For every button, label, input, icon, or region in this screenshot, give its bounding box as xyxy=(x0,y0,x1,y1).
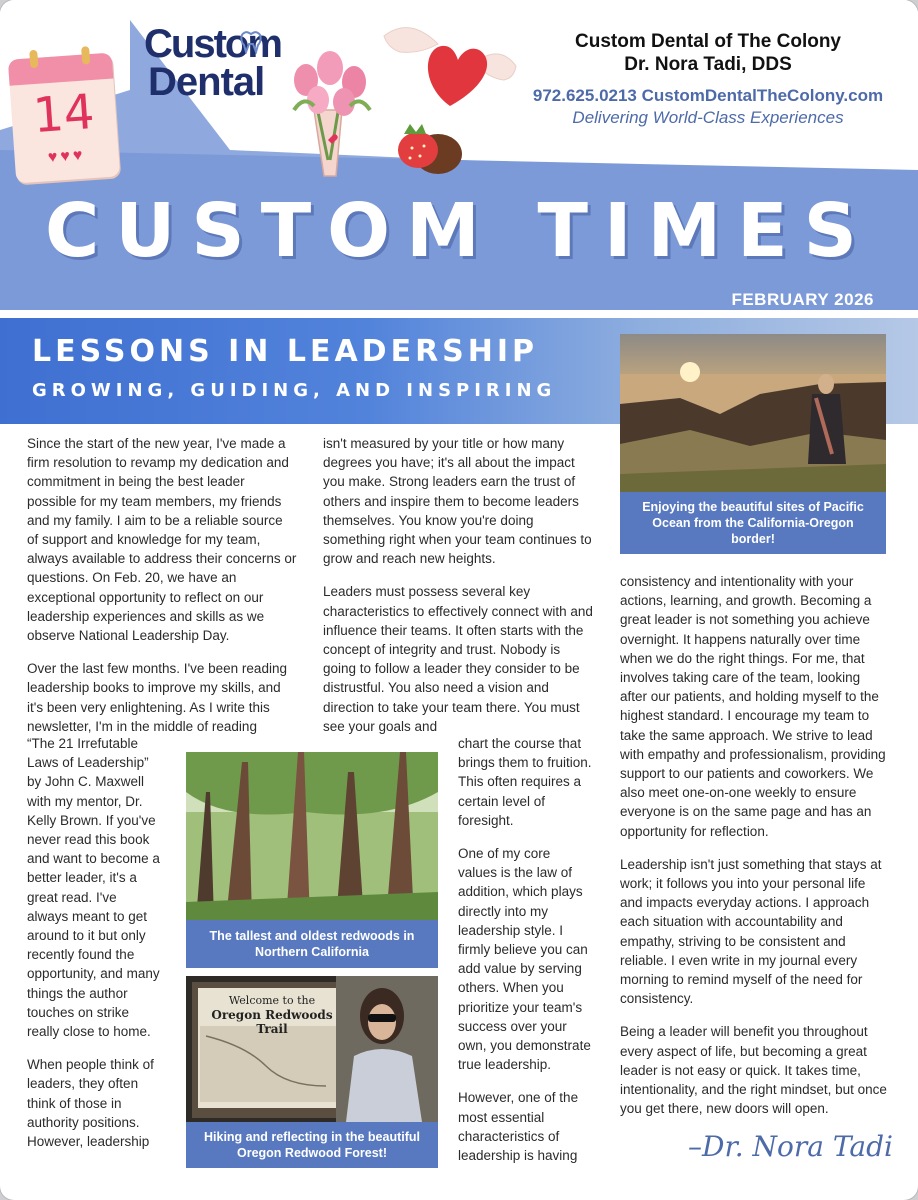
paragraph: Leadership isn't just something that stays at work; it follows you into your personal life and impacts everyday actions. I approach each situation with accountability and empathy, striving to be consistent and reliable. I even write in my journal every morning to remind myself of the need for consistency. xyxy=(620,856,882,1007)
winged-heart-icon xyxy=(380,14,520,124)
calendar-hearts: ♥♥♥ xyxy=(47,146,86,167)
paragraph: Leaders must possess several key characteristics to effectively connect with and influence their teams. It often starts with the concept of integrity and trust. Nobody is going to follow a leader they consider to be distrustful. You also need a vision and direction to take your team there. You must see your goals and xyxy=(323,584,593,734)
redwoods-photo xyxy=(186,752,438,920)
newsletter-title: CUSTOM TIMES xyxy=(45,188,873,274)
issue-date: FEBRUARY 2026 xyxy=(731,290,874,309)
doctor-name: Dr. Nora Tadi, DDS xyxy=(624,54,792,75)
trail-sign-photo xyxy=(186,976,438,1122)
ocean-photo xyxy=(620,334,886,492)
author-signature: –Dr. Nora Tadi xyxy=(688,1130,893,1163)
paragraph: “The 21 Irrefutable Laws of Leadership” by John C. Maxwell with my mentor, Dr. Kelly Brown. If you've never read this book and want to become a better leader, it's a great read. I've always meant to get around to it but only recently found the opportunity, and many things the author touches on strike really close to home. xyxy=(27,736,160,1040)
column-2-bottom xyxy=(458,734,592,1179)
calendar-icon xyxy=(8,53,120,184)
chocolate-strawberry-icon xyxy=(388,120,468,180)
column-1-top xyxy=(27,434,297,736)
paragraph: Being a leader will benefit you throughout every aspect of life, but becoming a great leader is not easy or quick. It takes time, intentionality, and the right mindset, but once you get there, new doors will open. xyxy=(620,1024,887,1117)
trail-sign-line-1: Welcome to the xyxy=(228,994,316,1007)
paragraph: Since the start of the new year, I've made a firm resolution to revamp my dedication and commitment in being the best leader possible for my team members, my friends and my family. I aim to be a reliable source of support and knowledge for my team, always available to address their concerns or questions. On Feb. 20, we have an exceptional opportunity to reflect on our leadership experiences and skills as we observe National Leadership Day. xyxy=(27,436,297,644)
business-name: Custom Dental of The Colony xyxy=(575,31,841,52)
redwoods-photo-caption: The tallest and oldest redwoods in Northern California xyxy=(186,920,438,968)
custom-dental-logo xyxy=(144,22,281,104)
calendar-ring xyxy=(29,50,38,69)
column-2-top xyxy=(323,434,595,736)
paragraph: However, one of the most essential characteristics of leadership is having xyxy=(458,1090,579,1164)
calendar-number: 14 xyxy=(31,83,97,145)
article-subtitle: GROWING, GUIDING, AND INSPIRING xyxy=(32,380,557,401)
article-title: LESSONS IN LEADERSHIP xyxy=(32,334,539,369)
logo-line-2: Dental xyxy=(148,60,265,104)
paragraph: chart the course that brings them to fruition. This often requires a certain level of foresight. xyxy=(458,736,592,828)
column-3 xyxy=(620,572,890,1132)
tagline: Delivering World-Class Experiences xyxy=(572,108,844,127)
paragraph: consistency and intentionality with your actions, learning, and growth. Becoming a great leader is not something you achieve overnight. It happens naturally over time when we do the right things. For me, that involves taking care of the team, looking after our patients, and holding myself to the highest standard. I encourage my team to take the same approach. We strive to lead with empathy and professionalism, providing support to our patients and coworkers. We also meet one-on-one weekly to ensure everyone is on the same page and has an opportunity for reflection. xyxy=(620,574,886,839)
trail-photo-caption: Hiking and reflecting in the beautiful Oregon Redwood Forest! xyxy=(186,1122,438,1168)
paragraph: isn't measured by your title or how many degrees you have; it's all about the impact you make. Strong leaders earn the trust of others and inspire them to become leaders themselves. You know you're doing something right when your team continues to grow and reach new heights. xyxy=(323,436,592,567)
tulip-bouquet-icon xyxy=(284,40,380,180)
paragraph: One of my core values is the law of addition, which plays directly into my leadership style. I firmly believe you can add value by serving others. When you prioritize your team's success over your own, you demonstrate true leadership. xyxy=(458,846,591,1073)
trail-sign-line-2: Oregon Redwoods Trail xyxy=(211,1008,333,1036)
column-1-bottom xyxy=(27,734,161,1165)
tooth-icon xyxy=(240,30,262,59)
ocean-photo-caption: Enjoying the beautiful sites of Pacific Ocean from the California-Oregon border! xyxy=(620,492,886,554)
contact-block xyxy=(528,30,888,128)
phone-and-website: 972.625.0213 CustomDentalTheColony.com xyxy=(532,86,884,105)
logo-line-1: Custom xyxy=(144,22,281,66)
calendar-ring xyxy=(81,46,90,65)
paragraph: When people think of leaders, they often think of those in authority positions. However, leadership xyxy=(27,1057,154,1150)
paragraph: Over the last few months. I've been reading leadership books to improve my skills, and it's been very enlightening. As I write this newsletter, I'm in the middle of reading xyxy=(27,661,287,734)
